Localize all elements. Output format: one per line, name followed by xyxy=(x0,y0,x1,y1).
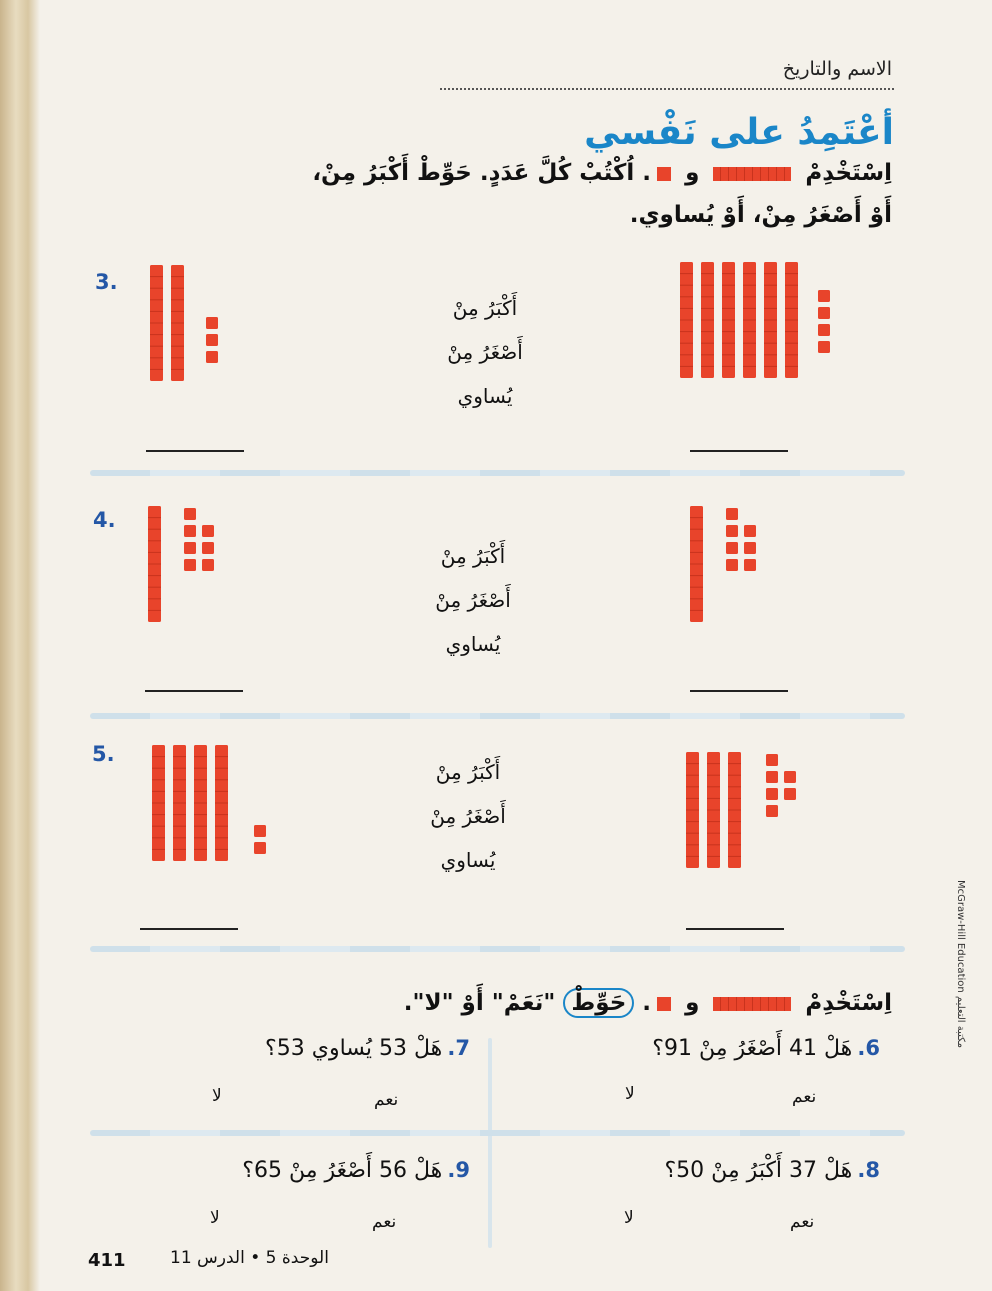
question-6-yes[interactable]: نعم xyxy=(792,1087,817,1107)
unit-cube xyxy=(744,542,756,554)
unit-cube xyxy=(254,825,266,837)
unit-cube xyxy=(818,324,830,336)
problem-4-number: 4. xyxy=(93,508,116,532)
ten-rod-icon xyxy=(713,167,791,181)
problem-4-choices xyxy=(393,534,553,666)
instruction-part1: اِسْتَخْدِمْ xyxy=(805,160,892,186)
section2-part1: اِسْتَخْدِمْ xyxy=(805,990,892,1016)
choice-greater[interactable]: أَكْبَرُ مِنْ xyxy=(440,544,506,568)
problem-4-right-answer-line[interactable] xyxy=(690,690,788,692)
choice-equal[interactable]: يُساوي xyxy=(440,848,496,872)
unit-cube xyxy=(206,317,218,329)
page-title: أعْتَمِدُ على نَفْسي xyxy=(584,112,894,153)
section2-instruction xyxy=(404,988,892,1018)
unit-cube xyxy=(202,525,214,537)
question-6-no[interactable]: لا xyxy=(625,1084,635,1104)
problem-5-choices xyxy=(388,750,548,882)
problem-4-right-blocks xyxy=(690,506,770,626)
instruction-part2: و xyxy=(685,160,700,186)
question-6-number: 6. xyxy=(857,1036,880,1060)
unit-cube xyxy=(726,559,738,571)
unit-lesson-label: الوحدة 5 • الدرس 11 xyxy=(170,1248,329,1268)
section-divider xyxy=(90,470,905,476)
unit-cube xyxy=(206,351,218,363)
problem-4-left-blocks xyxy=(148,506,228,626)
unit-cube xyxy=(766,771,778,783)
question-7-text: هَلْ 53 يُساوي 53؟ xyxy=(265,1036,443,1061)
question-9-number: 9. xyxy=(447,1158,470,1182)
unit-cube xyxy=(784,771,796,783)
instruction-part3: . اُكْتُبْ كُلَّ عَدَدٍ. حَوِّطْ أَكْبَرُ مِنْ، xyxy=(312,160,652,186)
question-8-no[interactable]: لا xyxy=(624,1208,634,1228)
unit-cube xyxy=(184,525,196,537)
unit-cube xyxy=(784,788,796,800)
question-7-number: 7. xyxy=(447,1036,470,1060)
unit-cube xyxy=(766,788,778,800)
question-7-yes[interactable]: نعم xyxy=(374,1090,399,1110)
problem-5-left-answer-line[interactable] xyxy=(140,928,238,930)
question-8-text: هَلْ 37 أَكْبَرُ مِنْ 50؟ xyxy=(664,1158,853,1183)
unit-cube-icon xyxy=(657,167,671,181)
unit-cube xyxy=(202,542,214,554)
unit-cube xyxy=(202,559,214,571)
unit-cube xyxy=(726,525,738,537)
instruction-line-1 xyxy=(312,160,892,186)
circle-word: حَوِّطْ xyxy=(563,988,634,1018)
choice-less[interactable]: أَصْغَرُ مِنْ xyxy=(430,804,506,828)
problem-3-right-blocks xyxy=(680,262,840,382)
question-column-divider xyxy=(488,1038,492,1248)
problem-5-left-blocks xyxy=(152,745,282,870)
unit-cube xyxy=(766,805,778,817)
unit-cube xyxy=(818,341,830,353)
instruction-line-2: أَوْ أَصْغَرُ مِنْ، أَوْ يُساوي. xyxy=(629,202,892,228)
problem-4-left-answer-line[interactable] xyxy=(145,690,243,692)
unit-cube xyxy=(818,307,830,319)
publisher-side-text: McGraw-Hill Education مكتبة التعليم xyxy=(955,880,966,1049)
question-7 xyxy=(265,1036,470,1061)
unit-cube-icon xyxy=(657,997,671,1011)
unit-cube xyxy=(184,508,196,520)
question-9-yes[interactable]: نعم xyxy=(372,1212,397,1232)
section2-part4: "نَعَمْ" أَوْ "لا". xyxy=(403,990,556,1016)
question-8-yes[interactable]: نعم xyxy=(790,1212,815,1232)
choice-less[interactable]: أَصْغَرُ مِنْ xyxy=(447,340,523,364)
section-divider xyxy=(90,713,905,719)
choice-greater[interactable]: أَكْبَرُ مِنْ xyxy=(435,760,501,784)
unit-cube xyxy=(818,290,830,302)
problem-5-right-blocks xyxy=(686,752,806,872)
unit-cube xyxy=(744,559,756,571)
unit-cube xyxy=(744,525,756,537)
unit-cube xyxy=(184,542,196,554)
question-8-number: 8. xyxy=(857,1158,880,1182)
problem-3-left-blocks xyxy=(150,265,230,385)
unit-cube xyxy=(726,508,738,520)
choice-equal[interactable]: يُساوي xyxy=(457,384,513,408)
question-9 xyxy=(242,1158,470,1183)
question-6 xyxy=(652,1036,880,1061)
choice-greater[interactable]: أَكْبَرُ مِنْ xyxy=(452,296,518,320)
unit-cube xyxy=(184,559,196,571)
unit-cube xyxy=(726,542,738,554)
problem-3-right-answer-line[interactable] xyxy=(690,450,788,452)
section2-part2: و xyxy=(685,990,700,1016)
choice-less[interactable]: أَصْغَرُ مِنْ xyxy=(435,588,511,612)
unit-cube xyxy=(766,754,778,766)
question-9-text: هَلْ 56 أَصْغَرُ مِنْ 65؟ xyxy=(242,1158,443,1183)
problem-3-choices xyxy=(405,286,565,418)
page-edge xyxy=(0,0,40,1291)
section2-part3: . xyxy=(642,990,652,1016)
problem-3-left-answer-line[interactable] xyxy=(146,450,244,452)
question-9-no[interactable]: لا xyxy=(210,1208,220,1228)
section-divider xyxy=(90,946,905,952)
question-6-text: هَلْ 41 أَصْغَرُ مِنْ 91؟ xyxy=(652,1036,853,1061)
name-date-line xyxy=(440,88,894,90)
unit-cube xyxy=(206,334,218,346)
section-divider xyxy=(90,1130,905,1136)
unit-cube xyxy=(254,842,266,854)
choice-equal[interactable]: يُساوي xyxy=(445,632,501,656)
name-date-label: الاسم والتاريخ xyxy=(782,58,892,80)
problem-5-number: 5. xyxy=(92,742,115,766)
problem-3-number: 3. xyxy=(95,270,118,294)
problem-5-right-answer-line[interactable] xyxy=(686,928,784,930)
question-7-no[interactable]: لا xyxy=(212,1086,222,1106)
question-8 xyxy=(664,1158,880,1183)
ten-rod-icon xyxy=(713,997,791,1011)
page-number: 411 xyxy=(88,1250,126,1271)
